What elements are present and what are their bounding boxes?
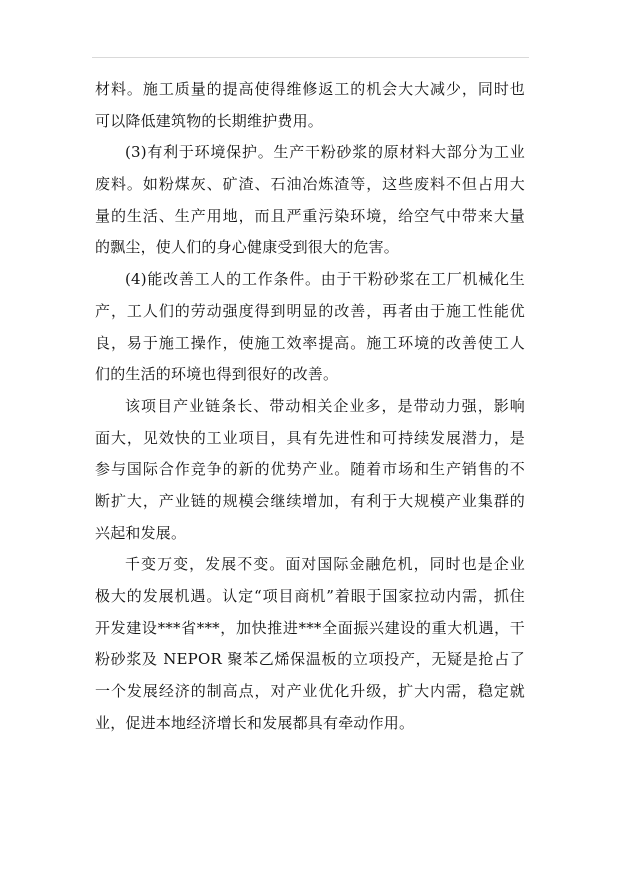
text-line: 业，促进本地经济增长和发展都具有牵动作用。 <box>95 713 415 732</box>
text-line: 该项目产业链条长、带动相关企业多，是带动力强，影响 <box>125 396 525 415</box>
text-line: 开发建设***省***，加快推进***全面振兴建设的重大机遇，干 <box>95 618 525 637</box>
text-line: 兴起和发展。 <box>95 523 187 542</box>
paragraph-industry-chain <box>95 391 525 549</box>
text-line: 面大，见效快的工业项目，具有先进性和可持续发展潜力，是 <box>95 428 525 447</box>
text-line: 们的生活的环境也得到很好的改善。 <box>95 365 339 384</box>
text-line: 的飘尘，使人们的身心健康受到很大的危害。 <box>95 238 400 257</box>
text-line: 可以降低建筑物的长期维护费用。 <box>95 111 324 130</box>
paragraph-working-conditions <box>95 264 525 391</box>
text-line: (3)有利于环境保护。生产干粉砂浆的原材料大部分为工业 <box>125 143 525 162</box>
text-line: 材料。施工质量的提高使得维修返工的机会大大减少，同时也 <box>95 80 525 98</box>
text-line: 量的生活、生产用地，而且严重污染环境，给空气中带来大量 <box>95 206 525 225</box>
text-line: 千变万变，发展不变。面对国际金融危机，同时也是企业 <box>125 555 525 574</box>
paragraph-materials <box>95 74 525 137</box>
paragraph-environment <box>95 137 525 264</box>
header-rule <box>92 57 529 58</box>
text-line: 一个发展经济的制高点，对产业优化升级，扩大内需，稳定就 <box>95 682 525 701</box>
paragraph-opportunity <box>95 549 525 739</box>
text-line: 废料。如粉煤灰、矿渣、石油冶炼渣等，这些废料不但占用大 <box>95 175 525 194</box>
text-line: 产，工人们的劳动强度得到明显的改善，再者由于施工性能优 <box>95 301 525 320</box>
text-line: (4)能改善工人的工作条件。由于干粉砂浆在工厂机械化生 <box>125 270 525 289</box>
text-line: 极大的发展机遇。认定“项目商机”着眼于国家拉动内需，抓住 <box>95 587 525 605</box>
text-line: 参与国际合作竞争的新的优势产业。随着市场和生产销售的不 <box>95 460 525 479</box>
document-body <box>95 74 525 739</box>
text-line: 良，易于施工操作，使施工效率提高。施工环境的改善使工人 <box>95 333 525 352</box>
text-line: 断扩大，产业链的规模会继续增加，有利于大规模产业集群的 <box>95 491 525 510</box>
text-line: 粉砂浆及 NEPOR 聚苯乙烯保温板的立项投产，无疑是抢占了 <box>95 650 525 669</box>
